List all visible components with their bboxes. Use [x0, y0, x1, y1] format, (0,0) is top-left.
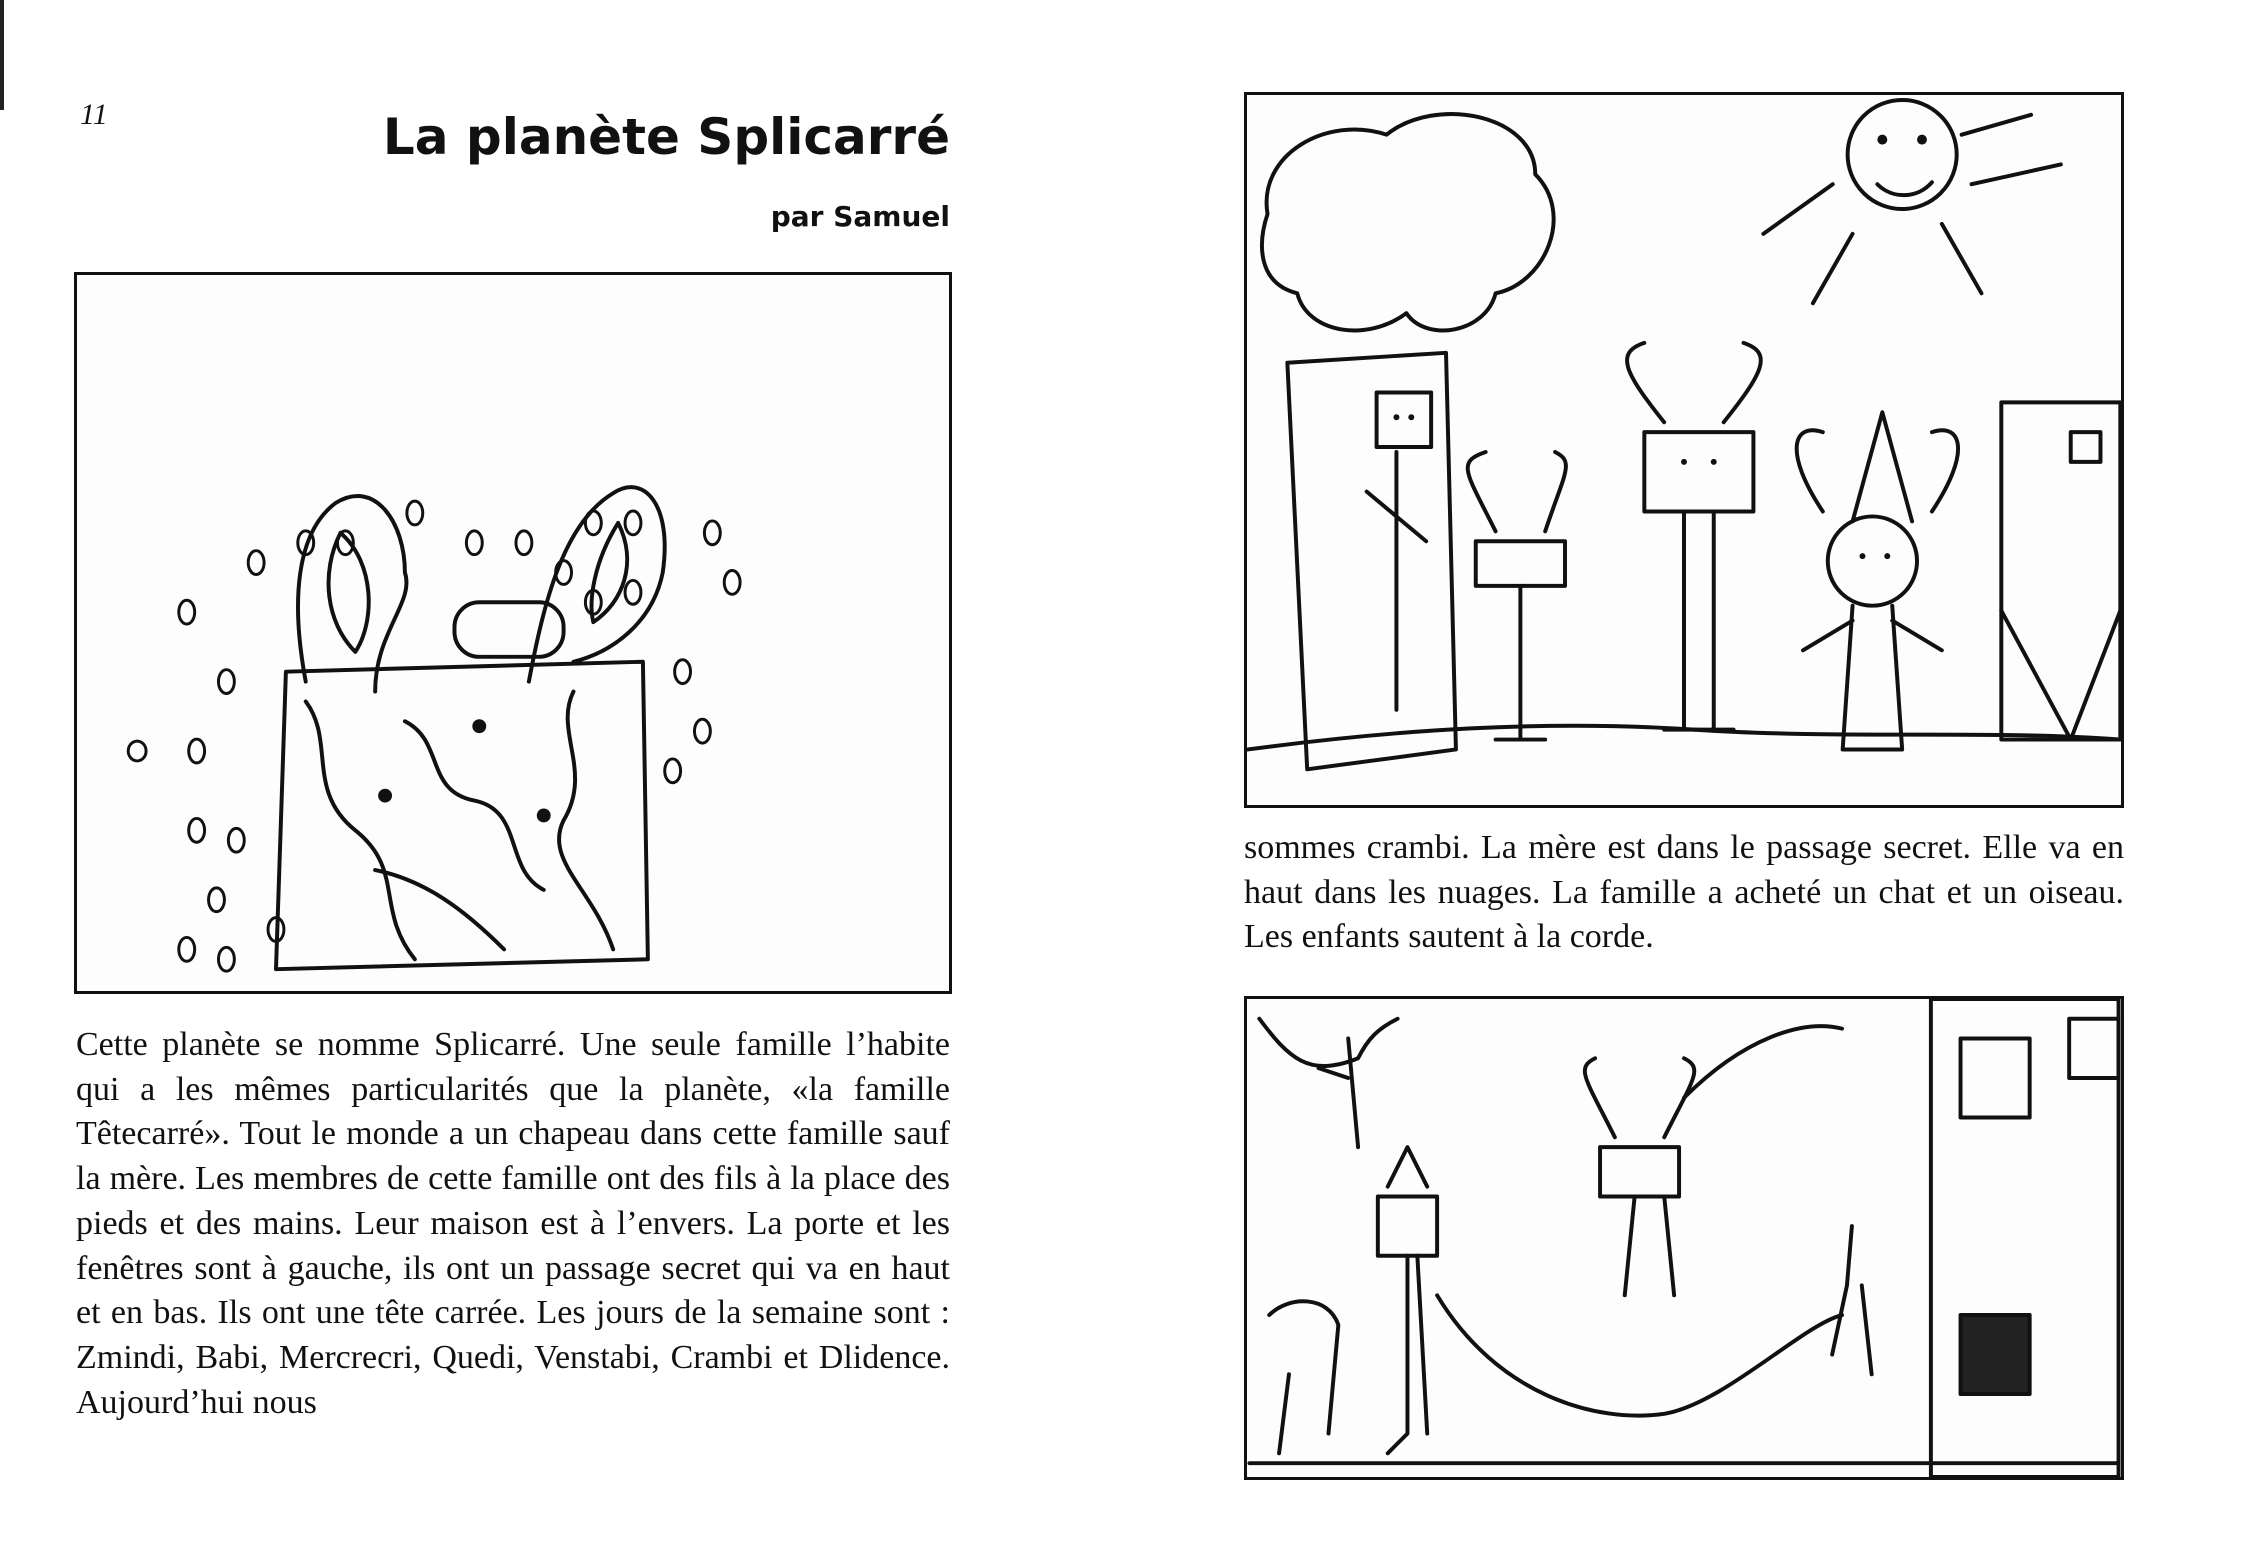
story-paragraph: sommes crambi. La mère est dans le passage secret. Elle va en haut dans les nuages. La famille a acheté un chat et un oiseau. Les enfants sautent à la corde. — [1244, 829, 2124, 956]
splicarre-drawing — [74, 272, 952, 994]
square-planet-sketch — [77, 275, 949, 991]
story-title: La planète Splicarré — [382, 108, 950, 166]
story-paragraph: Cette planète se nomme Splicarré. Une seule famille l’habite qui a les mêmes particularités que la planète, «la famille Têtecarré». Tout le monde a un chapeau dans cette famille sauf la mère. Les membres de cette famille ont des fils à la place des pieds et des mains. Leur maison est à l’envers. La porte et les fenêtres sont à gauche, ils ont un passage secret qui va en haut et en bas. Ils ont une tête carrée. Les jours de la semaine sont : Zmindi, Babi, Mercrecri, Quedi, Venstabi, Crambi et Dlidence. Aujourd’hui nous — [76, 1026, 950, 1421]
gutter-shadow — [0, 0, 4, 110]
family-drawing — [1244, 92, 2124, 808]
jump-rope-drawing — [1244, 996, 2124, 1480]
family-sketch — [1247, 95, 2121, 805]
right-story-text — [1244, 826, 2124, 960]
page-number: 11 — [80, 98, 108, 131]
jump-rope-sketch — [1247, 999, 2121, 1477]
story-author: par Samuel — [770, 200, 950, 233]
left-story-text — [76, 1023, 950, 1425]
